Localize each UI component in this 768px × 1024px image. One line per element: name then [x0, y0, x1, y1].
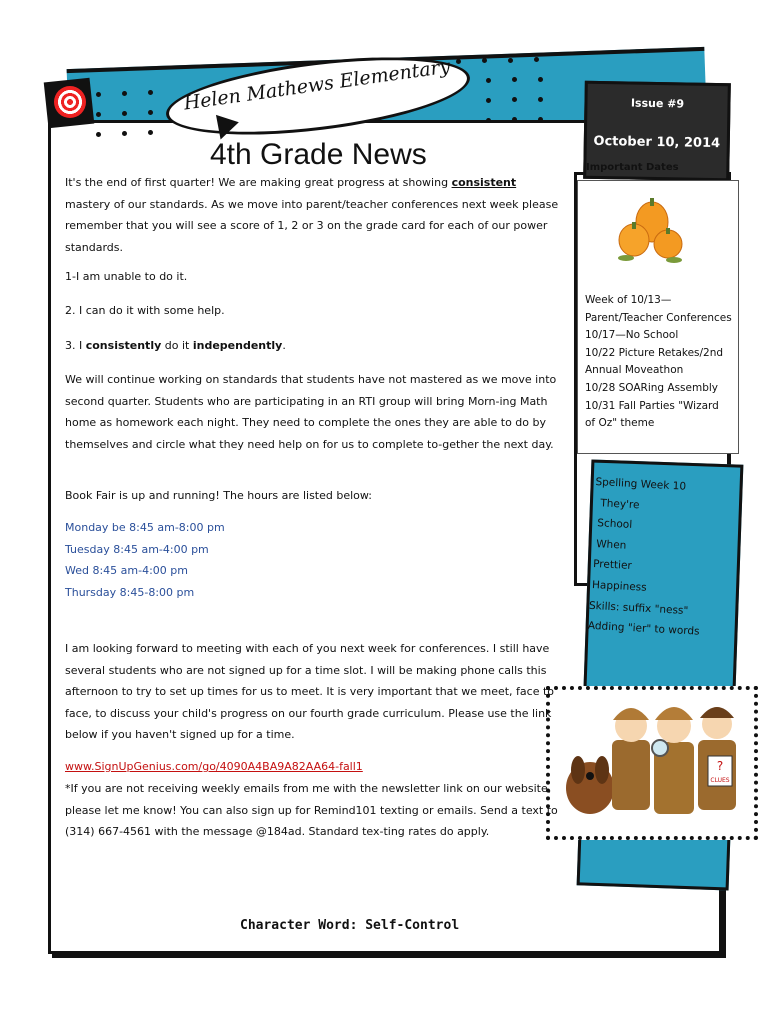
important-dates-list — [585, 292, 735, 433]
important-dates-label: Important Dates — [586, 162, 679, 173]
banner-dot — [486, 78, 491, 83]
banner-dot — [486, 98, 491, 103]
date-item: Week of 10/13— — [585, 294, 672, 306]
banner-dot — [486, 118, 491, 123]
date-item: Annual Moveathon — [585, 364, 684, 377]
banner-dot — [148, 130, 153, 135]
hours-item: Thursday 8:45-8:00 pm — [65, 585, 195, 599]
hours-item: Monday be 8:45 am-8:00 pm — [65, 521, 225, 534]
date-item: 10/31 Fall Parties "Wizard — [585, 399, 719, 412]
banner-dot — [508, 58, 513, 63]
banner-dot — [512, 117, 517, 122]
banner-dot — [96, 92, 101, 97]
hours-item: Tuesday 8:45 am-4:00 pm — [65, 542, 209, 556]
date-item: of Oz" theme — [585, 417, 655, 430]
banner-dot — [148, 90, 153, 95]
banner-dot — [96, 112, 101, 117]
banner-dot — [122, 131, 127, 136]
date-item: Parent/Teacher Conferences — [585, 311, 732, 324]
detective-kids-illustration — [546, 686, 758, 840]
character-word: Character Word: Self-Control — [240, 918, 460, 933]
banner-dot — [482, 58, 487, 63]
banner-dot — [122, 111, 127, 116]
hours-list — [65, 517, 560, 603]
spelling-list — [587, 472, 707, 642]
date-item: 10/17—No School — [585, 329, 679, 342]
banner-dot — [122, 91, 127, 96]
issue-number: Issue #9 — [630, 96, 685, 111]
banner-dot — [512, 97, 517, 102]
clues-sign: CLUES — [710, 777, 730, 784]
score-3: 3. I consistently do it independently. — [65, 339, 286, 352]
banner-dot — [538, 97, 543, 102]
pumpkin-illustration — [612, 188, 692, 268]
book-fair-text: Book Fair is up and running! The hours are listed below: — [65, 489, 372, 502]
school-name: Helen Mathews Elementary — [182, 55, 452, 115]
banner-dot — [512, 77, 517, 82]
spelling-word: Happiness — [591, 578, 647, 594]
standards-paragraph: We will continue working on standards that students have not mastered as we move into second quarter. Students who are participating in an RTI group will bring Morn-ing Math home as homework each night. They need to complete the ones they are able to do by themselves and circle what they need help on for us to complete to-gether the next day. — [65, 373, 557, 451]
emails-paragraph: *If you are not receiving weekly emails from me with the newsletter link on our website, please let me know! You can also sign up for Remind101 texting or emails. Send a text to (314) 667-4561 with the message @184ad. Standard tex-ting rates do apply. — [65, 782, 558, 839]
score-2: 2. I can do it with some help. — [65, 304, 225, 317]
issue-date: October 10, 2014 — [593, 133, 721, 152]
spelling-skills: Adding "ier" to words — [587, 619, 700, 638]
intro-paragraph: It's the end of first quarter! We are making great progress at showing consistent mastery of our standards. As we move into parent/teacher conferences next week please remember that you will see a score of 1, 2 or 3 on the grade card for each of our power standards. — [65, 176, 559, 254]
spelling-word: School — [597, 517, 633, 532]
banner-dot — [538, 117, 543, 122]
banner-dot — [456, 59, 461, 64]
spelling-skills: Skills: suffix "ness" — [588, 599, 689, 617]
banner-dot — [534, 57, 539, 62]
score-1: 1-I am unable to do it. — [65, 270, 188, 283]
target-icon — [54, 86, 86, 118]
page-title: 4th Grade News — [210, 138, 427, 171]
banner-dot — [148, 110, 153, 115]
signup-link[interactable]: www.SignUpGenius.com/go/4090A4BA9A82AA64-fall1 — [65, 760, 363, 773]
svg-text:?: ? — [716, 759, 724, 773]
date-item: 10/22 Picture Retakes/2nd — [585, 346, 724, 359]
spelling-word: They're — [600, 496, 640, 511]
spelling-word: Prettier — [592, 558, 633, 573]
banner-dot — [96, 132, 101, 137]
spelling-title: Spelling Week 10 — [595, 475, 687, 493]
conferences-paragraph: I am looking forward to meeting with each of you next week for conferences. I still have several students who are not signed up for a time slot. I will be making phone calls this afternoon to try to set up times for us to meet. It is very important that we meet, face to face, to discuss your child's progress on our fourth grade curriculum. Please use the link below if you haven't signed up for a time. — [65, 642, 555, 742]
hours-item: Wed 8:45 am-4:00 pm — [65, 564, 188, 578]
date-item: 10/28 SOARing Assembly — [585, 381, 719, 394]
banner-dot — [538, 77, 543, 82]
spelling-word: When — [595, 537, 627, 552]
